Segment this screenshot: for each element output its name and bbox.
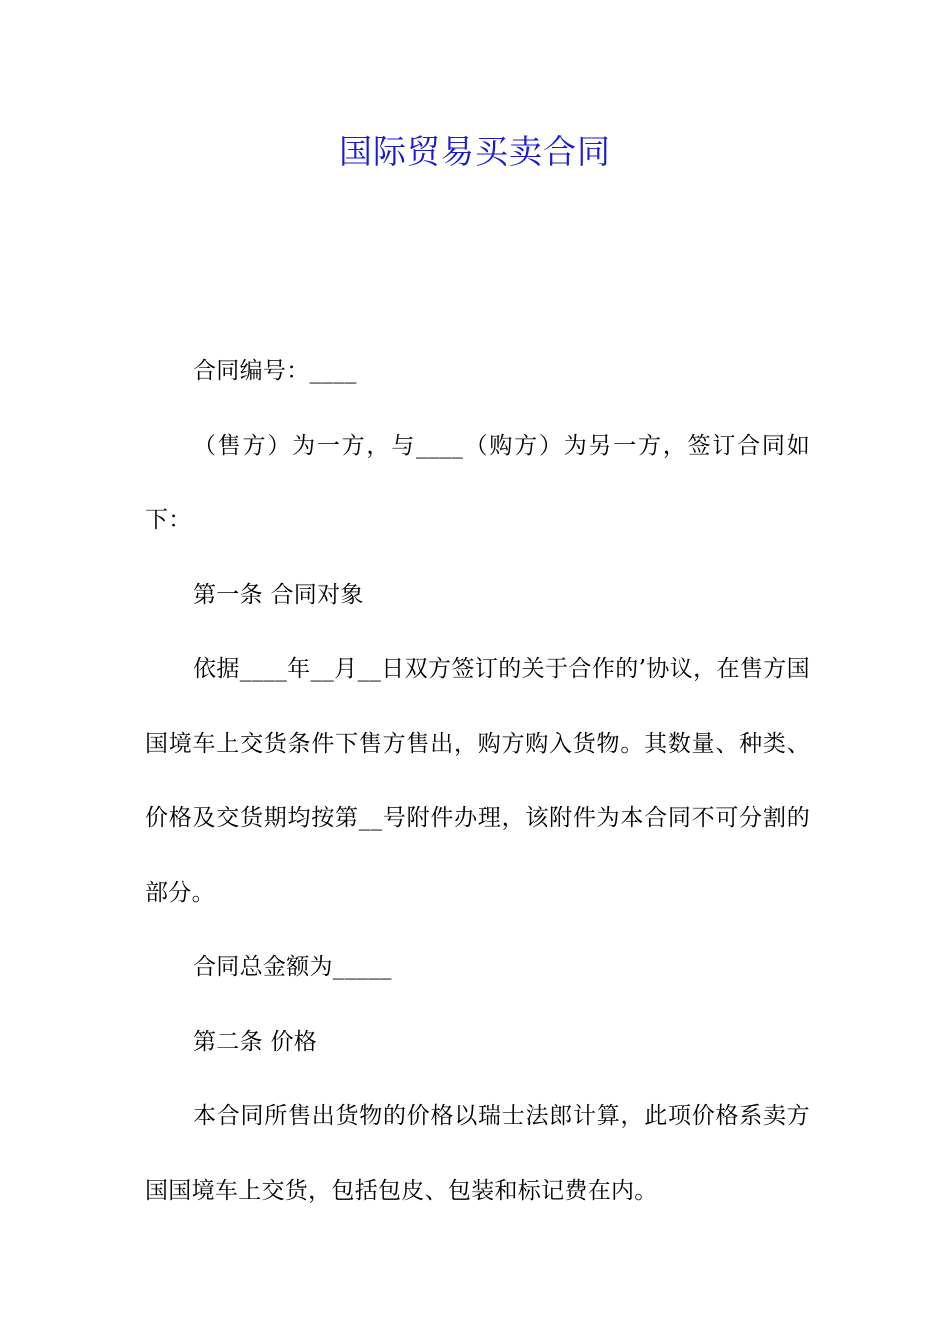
article-2-heading: 第二条 价格 [193, 1028, 318, 1055]
contract-number-line: 合同编号：____ [193, 358, 357, 384]
article-2-body: 本合同所售出货物的价格以瑞士法郎计算，此项价格系卖方国国境车上交货，包括包皮、包装和标记费在内。 [145, 1103, 810, 1204]
parties-paragraph: （售方）为一方，与____（购方）为另一方，签订合同如下： [145, 432, 810, 533]
document-title: 国际贸易买卖合同 [339, 132, 611, 171]
document-body [145, 334, 810, 1228]
article-1-body: 依据____年__月__日双方签订的关于合作的’协议，在售方国国境车上交货条件下售方售出，购方购入货物。其数量、种类、价格及交货期均按第__号附件办理，该附件为本合同不可分割的部分。 [145, 656, 810, 906]
total-amount-line: 合同总金额为_____ [193, 954, 392, 980]
article-1-heading: 第一条 合同对象 [193, 581, 364, 608]
